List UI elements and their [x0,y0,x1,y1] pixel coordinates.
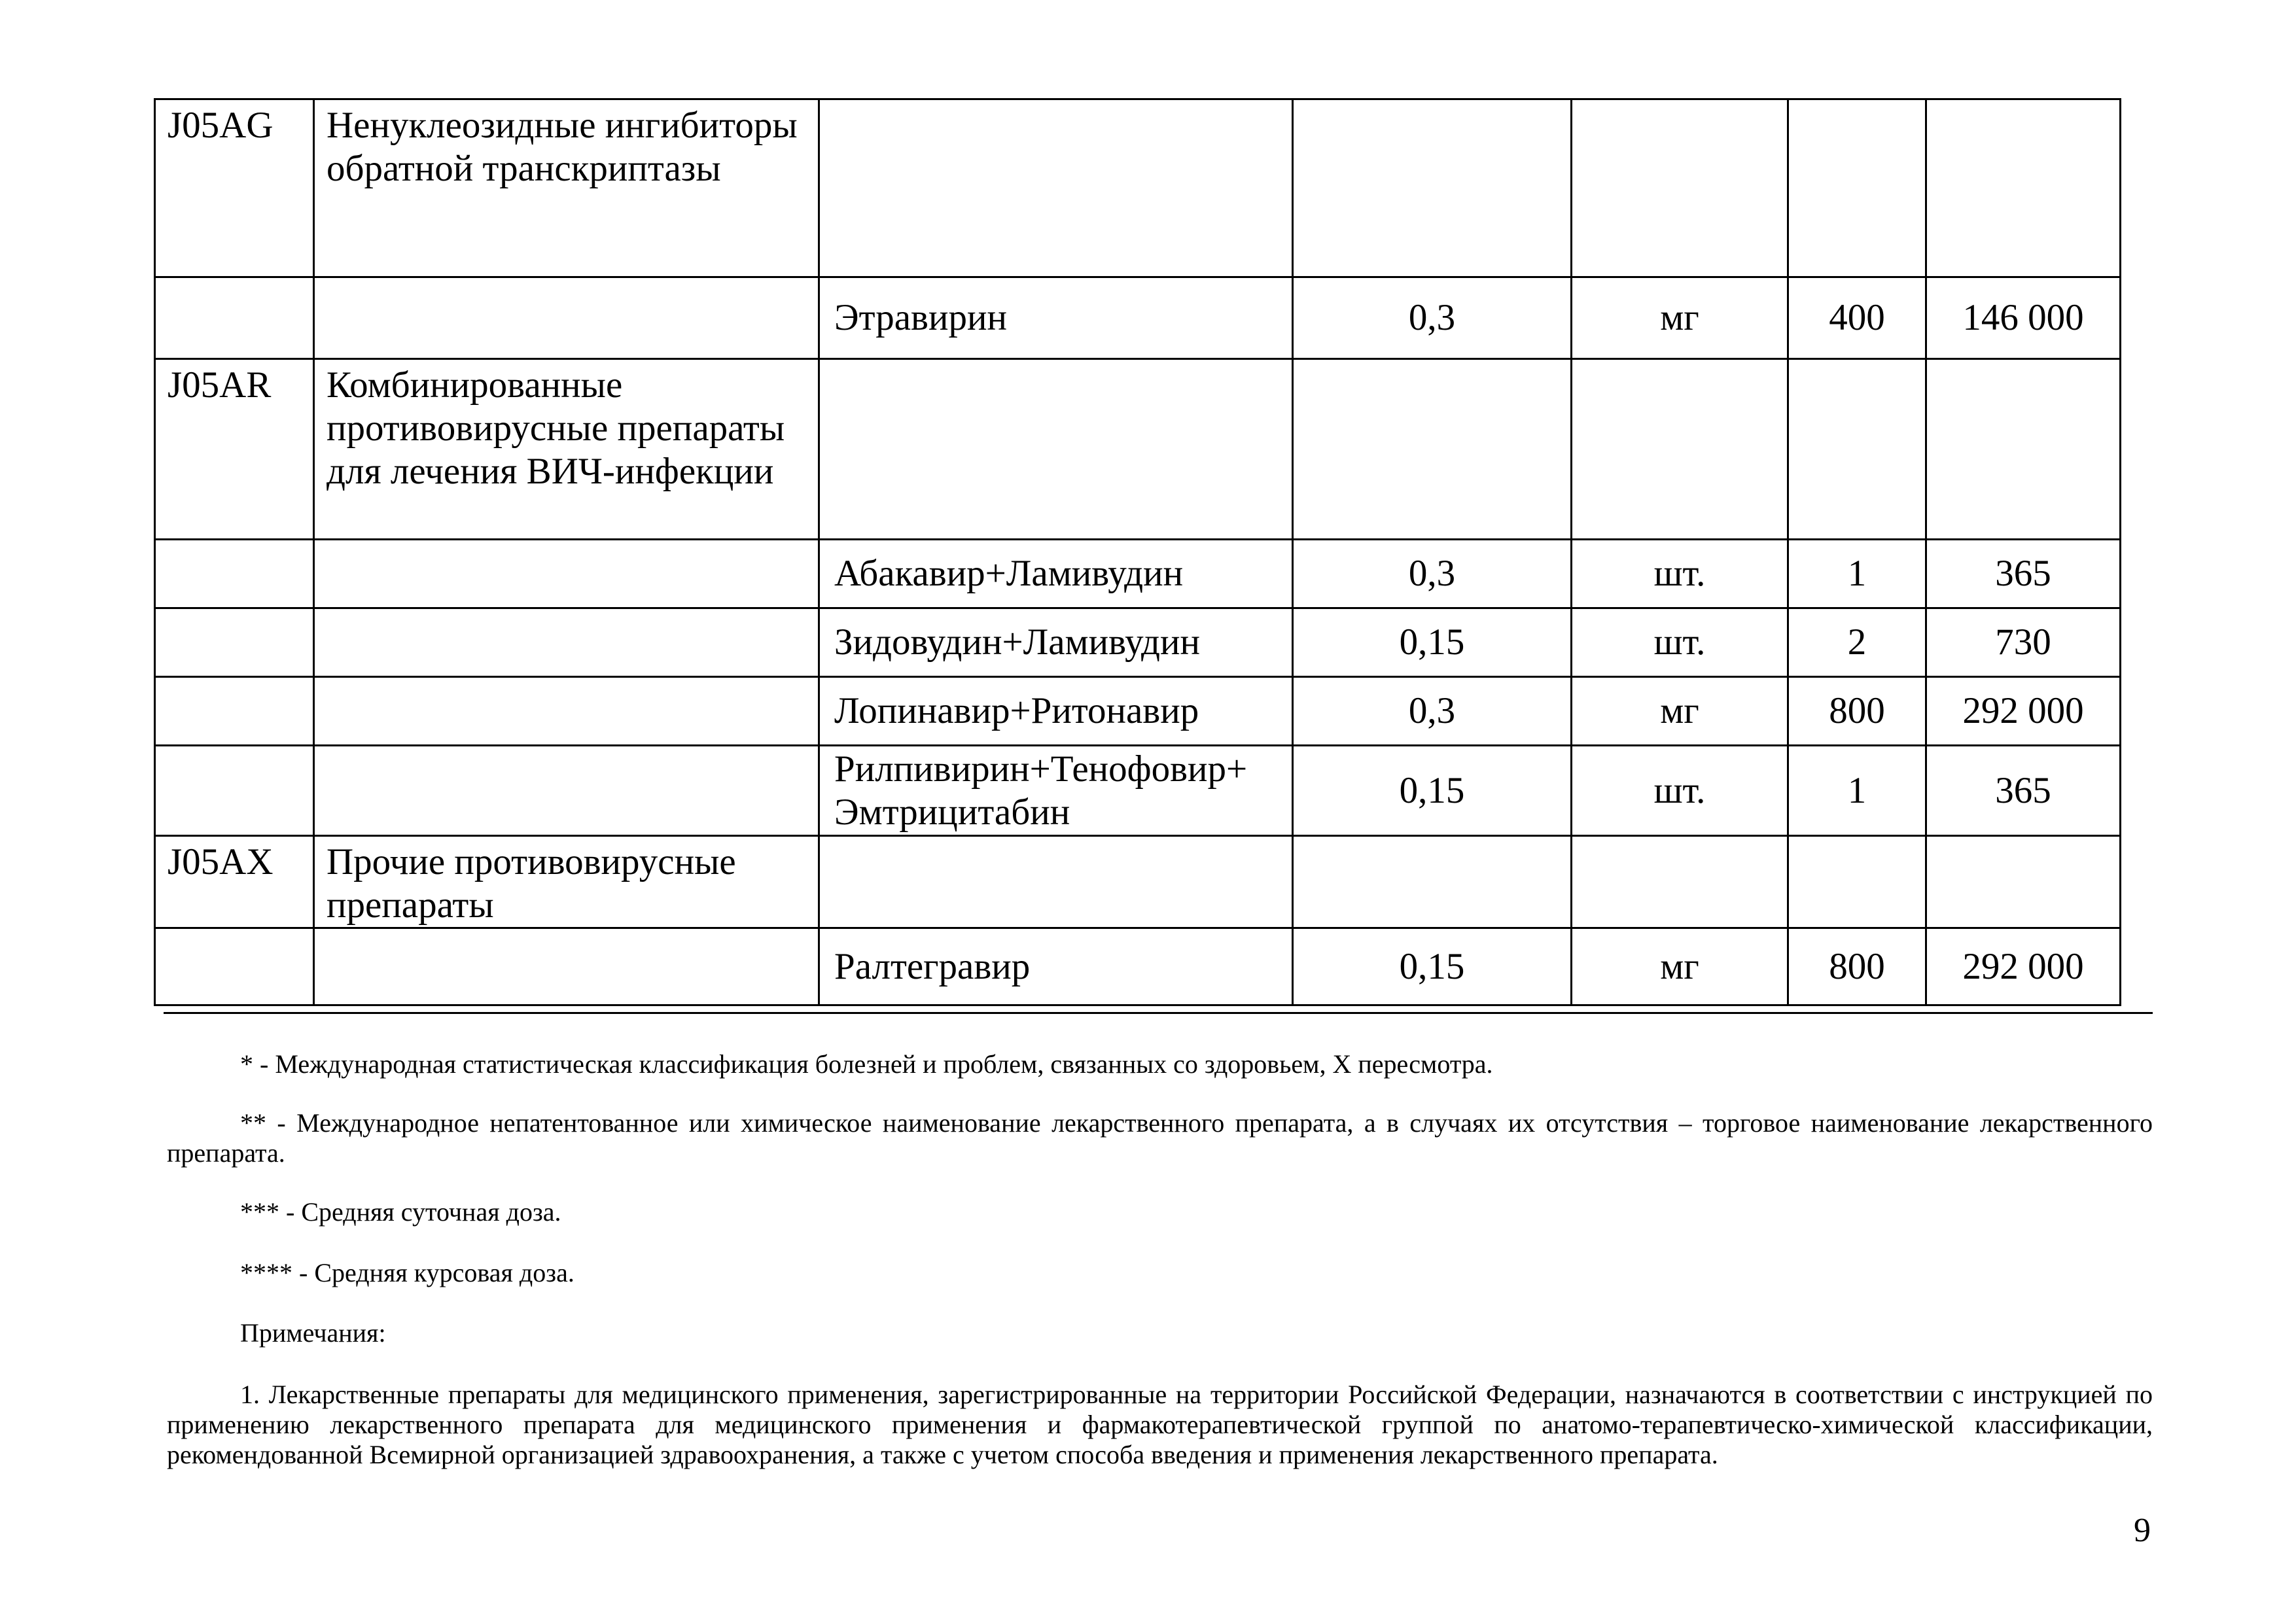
daily-dose-cell: 400 [1788,277,1926,359]
unit-cell: шт. [1572,608,1788,677]
drug-name-cell: Абакавир+Ламивудин [819,540,1293,608]
table-row [155,277,2121,359]
group-name-cell [314,928,819,1005]
unit-cell: мг [1572,277,1788,359]
daily-dose-cell [1788,99,1926,277]
table-row [155,746,2121,836]
course-dose-cell [1926,99,2121,277]
group-name-cell: Комбинированные противовирусные препараты для лечения ВИЧ-инфекции [314,359,819,540]
table-row [155,359,2121,540]
group-name-cell [314,540,819,608]
unit-cell [1572,359,1788,540]
drug-name-cell [819,836,1293,928]
dose-cell: 0,3 [1293,677,1572,746]
group-name-cell [314,608,819,677]
atc-code-cell: J05AX [155,836,314,928]
dose-cell: 0,3 [1293,540,1572,608]
atc-code-cell [155,540,314,608]
atc-code-cell [155,608,314,677]
unit-cell [1572,99,1788,277]
atc-code-cell [155,277,314,359]
course-dose-cell: 292 000 [1926,928,2121,1005]
table-row [155,928,2121,1005]
daily-dose-cell [1788,836,1926,928]
unit-cell: мг [1572,928,1788,1005]
daily-dose-cell: 800 [1788,928,1926,1005]
dose-cell: 0,15 [1293,746,1572,836]
group-name-cell: Прочие противовирусные препараты [314,836,819,928]
atc-code-cell [155,746,314,836]
dose-cell [1293,359,1572,540]
group-name-cell [314,277,819,359]
drug-name-cell: Лопинавир+Ритонавир [819,677,1293,746]
atc-code-cell: J05AR [155,359,314,540]
course-dose-cell [1926,359,2121,540]
daily-dose-cell: 2 [1788,608,1926,677]
unit-cell: шт. [1572,540,1788,608]
course-dose-cell: 292 000 [1926,677,2121,746]
drug-name-cell: Этравирин [819,277,1293,359]
course-dose-cell: 146 000 [1926,277,2121,359]
drug-table [154,98,2121,1006]
drug-name-cell [819,99,1293,277]
dose-cell [1293,99,1572,277]
footnote-course-dose: **** - Средняя курсовая доза. [240,1258,574,1287]
footnote-separator-line [164,1012,2153,1014]
atc-code-cell [155,928,314,1005]
course-dose-cell: 365 [1926,746,2121,836]
course-dose-cell: 730 [1926,608,2121,677]
group-name-cell: Ненуклеозидные ингибиторы обратной транскриптазы [314,99,819,277]
course-dose-cell [1926,836,2121,928]
unit-cell: шт. [1572,746,1788,836]
table-row [155,540,2121,608]
footnotes-section [167,1049,2153,1470]
unit-cell [1572,836,1788,928]
footnote-icd: * - Международная статистическая классификация болезней и проблем, связанных со здоровьем, X пересмотра. [240,1049,1493,1079]
daily-dose-cell [1788,359,1926,540]
drug-name-cell [819,359,1293,540]
daily-dose-cell: 1 [1788,540,1926,608]
table-row [155,677,2121,746]
unit-cell: мг [1572,677,1788,746]
dose-cell: 0,15 [1293,928,1572,1005]
daily-dose-cell: 1 [1788,746,1926,836]
daily-dose-cell: 800 [1788,677,1926,746]
group-name-cell [314,746,819,836]
footnote-daily-dose: *** - Средняя суточная доза. [240,1197,561,1227]
atc-code-cell: J05AG [155,99,314,277]
atc-code-cell [155,677,314,746]
dose-cell: 0,15 [1293,608,1572,677]
dose-cell [1293,836,1572,928]
footnote-inn: ** - Международное непатентованное или химическое наименование лекарственного препарата, а в случаях их отсутствия – торговое наименование лекарственного препарата. [167,1108,2153,1168]
table-row [155,608,2121,677]
drug-name-cell: Ралтегравир [819,928,1293,1005]
table-row [155,99,2121,277]
note-1: 1. Лекарственные препараты для медицинского применения, зарегистрированные на территории Российской Федерации, назначаются в соответствии с инструкцией по применению лекарственного препарата для медицинского применения и фармакотерапевтической группой по анатомо-терапевтическо-химической классификации, рекомендованной Всемирной организацией здравоохранения, а также с учетом способа введения и применения лекарственного препарата. [167,1380,2153,1469]
dose-cell: 0,3 [1293,277,1572,359]
table-row [155,836,2121,928]
course-dose-cell: 365 [1926,540,2121,608]
notes-title: Примечания: [240,1318,386,1348]
page-number: 9 [2134,1512,2151,1549]
drug-name-cell: Зидовудин+Ламивудин [819,608,1293,677]
group-name-cell [314,677,819,746]
drug-name-cell: Рилпивирин+Тенофовир+ Эмтрицитабин [819,746,1293,836]
